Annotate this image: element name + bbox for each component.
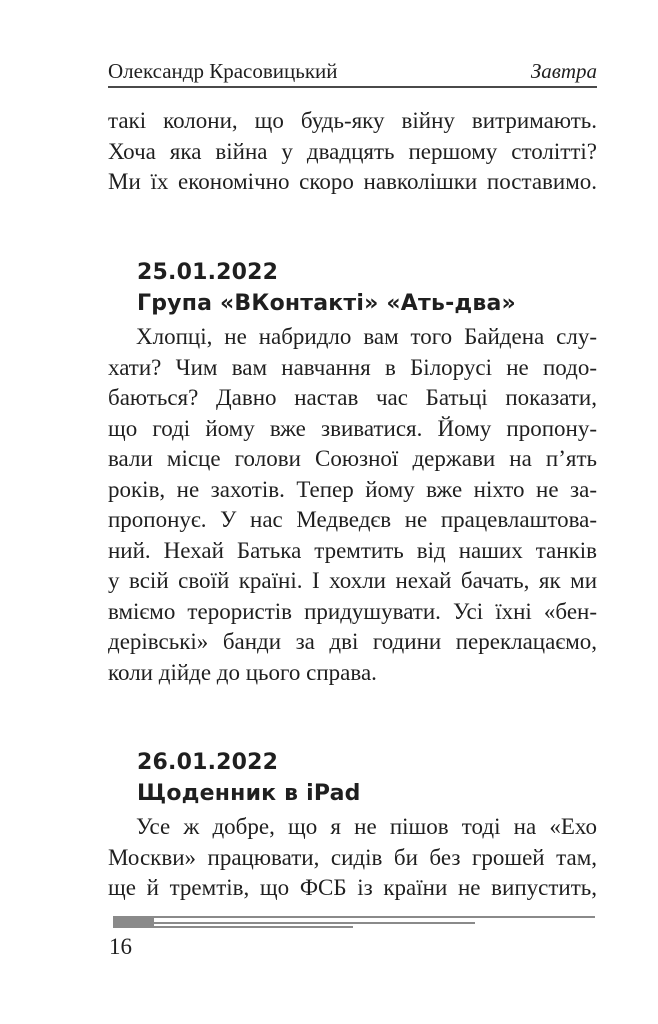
text-line: Хлопці, не набридло вам того Байдена слу- xyxy=(136,324,597,349)
page-number: 16 xyxy=(109,934,132,959)
text-line: ний. Нехай Батька тремтить від наших танків xyxy=(108,537,597,563)
entry-paragraph xyxy=(108,812,597,904)
paragraph-continuation xyxy=(108,106,597,198)
text-line: баються? Давно настав час Батьці показати, xyxy=(108,385,597,410)
text-line: хати? Чим вам навчання в Білорусі не подо- xyxy=(108,354,597,380)
text-line: Хоча яка війна у двадцять першому столітті? xyxy=(108,138,597,164)
text-line: пропонує. У нас Медведєв не працевлаштова- xyxy=(108,507,597,532)
text-line: що годі йому вже звиватися. Йому пропону- xyxy=(108,415,597,441)
text-line: Ми їх економічно скоро навколішки поставимо. xyxy=(108,169,597,194)
entry-title: Щоденник в iPad xyxy=(137,781,361,806)
diary-entry-26-01-2022 xyxy=(108,747,597,904)
text-line: Москви» працювати, сидів би без грошей там, xyxy=(108,844,597,870)
text-line: вали місце голови Союзної держави на п’ять xyxy=(108,446,597,471)
text-line: дерівські» банди за дві години переклацаємо, xyxy=(108,629,597,654)
entry-date: 26.01.2022 xyxy=(137,750,279,775)
text-line: ще й тремтів, що ФСБ із країни не випустить, xyxy=(108,875,597,900)
entry-date: 25.01.2022 xyxy=(137,260,279,285)
text-line: років, не захотів. Тепер йому вже ніхто не за- xyxy=(108,476,597,502)
running-header-author: Олександр Красовицький xyxy=(108,59,338,83)
text-line: Усе ж добре, що я не пішов тоді на «Ехо xyxy=(136,814,597,839)
running-header xyxy=(108,59,597,88)
print-artifact-line xyxy=(154,926,353,928)
text-line: у всій своїй країні. І хохли нехай бачать, як ми xyxy=(108,568,597,593)
diary-entry-25-01-2022 xyxy=(108,257,597,688)
text-line: коли дійде до цього справа. xyxy=(108,659,377,685)
text-line: такі колони, що будь-яку війну витримають. xyxy=(108,108,597,133)
entry-paragraph xyxy=(108,322,597,688)
entry-title: Група «ВКонтакті» «Ать-два» xyxy=(137,291,516,316)
print-artifact-block xyxy=(113,918,154,928)
print-artifact-line xyxy=(113,916,595,918)
print-artifact-line xyxy=(154,922,475,924)
running-header-book-title: Завтра xyxy=(530,59,597,83)
text-line: вміємо терористів придушувати. Усі їхні «бен- xyxy=(108,598,597,624)
